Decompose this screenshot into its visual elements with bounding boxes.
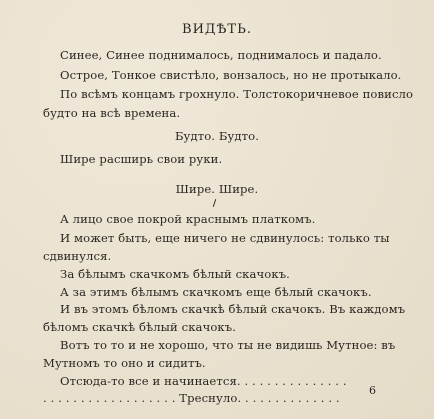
text-line: Вотъ то то и не хорошо, что ты не видишь Мутное: въ (60, 338, 396, 352)
page-title: ВИДѢТЬ. (182, 22, 252, 37)
text-line: Мутномъ то оно и сидитъ. (43, 356, 206, 370)
text-line: . . . . . . . . . . . . . . . . . . Треснуло. . . . . . . . . . . . . . (43, 391, 340, 405)
text-line: Шире расширь свои руки. (60, 152, 223, 166)
text-line: А лицо свое покрой краснымъ платкомъ. (60, 212, 316, 226)
text-line: И может быть, еще ничего не сдвинулось: только ты (60, 231, 390, 245)
text-line: бѣломъ скачкѣ бѣлый скачокъ. (43, 320, 237, 334)
text-line: будто на всѣ времена. (43, 106, 181, 120)
text-line: Синее, Синее поднималось, поднималось и падало. (60, 48, 382, 62)
text-line: И въ этомъ бѣломъ скачкѣ бѣлый скачокъ. Въ каждомъ (60, 302, 406, 316)
text-line: Острое, Тонкое свистѣло, вонзалось, но не протыкало. (60, 68, 402, 82)
page-number: 6 (369, 384, 376, 397)
text-line-centered: Шире. Шире. (175, 182, 259, 196)
pen-mark (213, 199, 216, 207)
text-line: Отсюда-то все и начинается. . . . . . . . . . . . . . . (60, 374, 347, 388)
text-line: сдвинулся. (43, 249, 112, 263)
text-line: А за этимъ бѣлымъ скачкомъ еще бѣлый скачокъ. (60, 285, 372, 299)
text-line: За бѣлымъ скачкомъ бѣлый скачокъ. (60, 267, 290, 281)
text-line: По всѣмъ концамъ грохнуло. Толстокоричневое повисло (60, 87, 414, 101)
text-line-centered: Будто. Будто. (174, 129, 260, 143)
